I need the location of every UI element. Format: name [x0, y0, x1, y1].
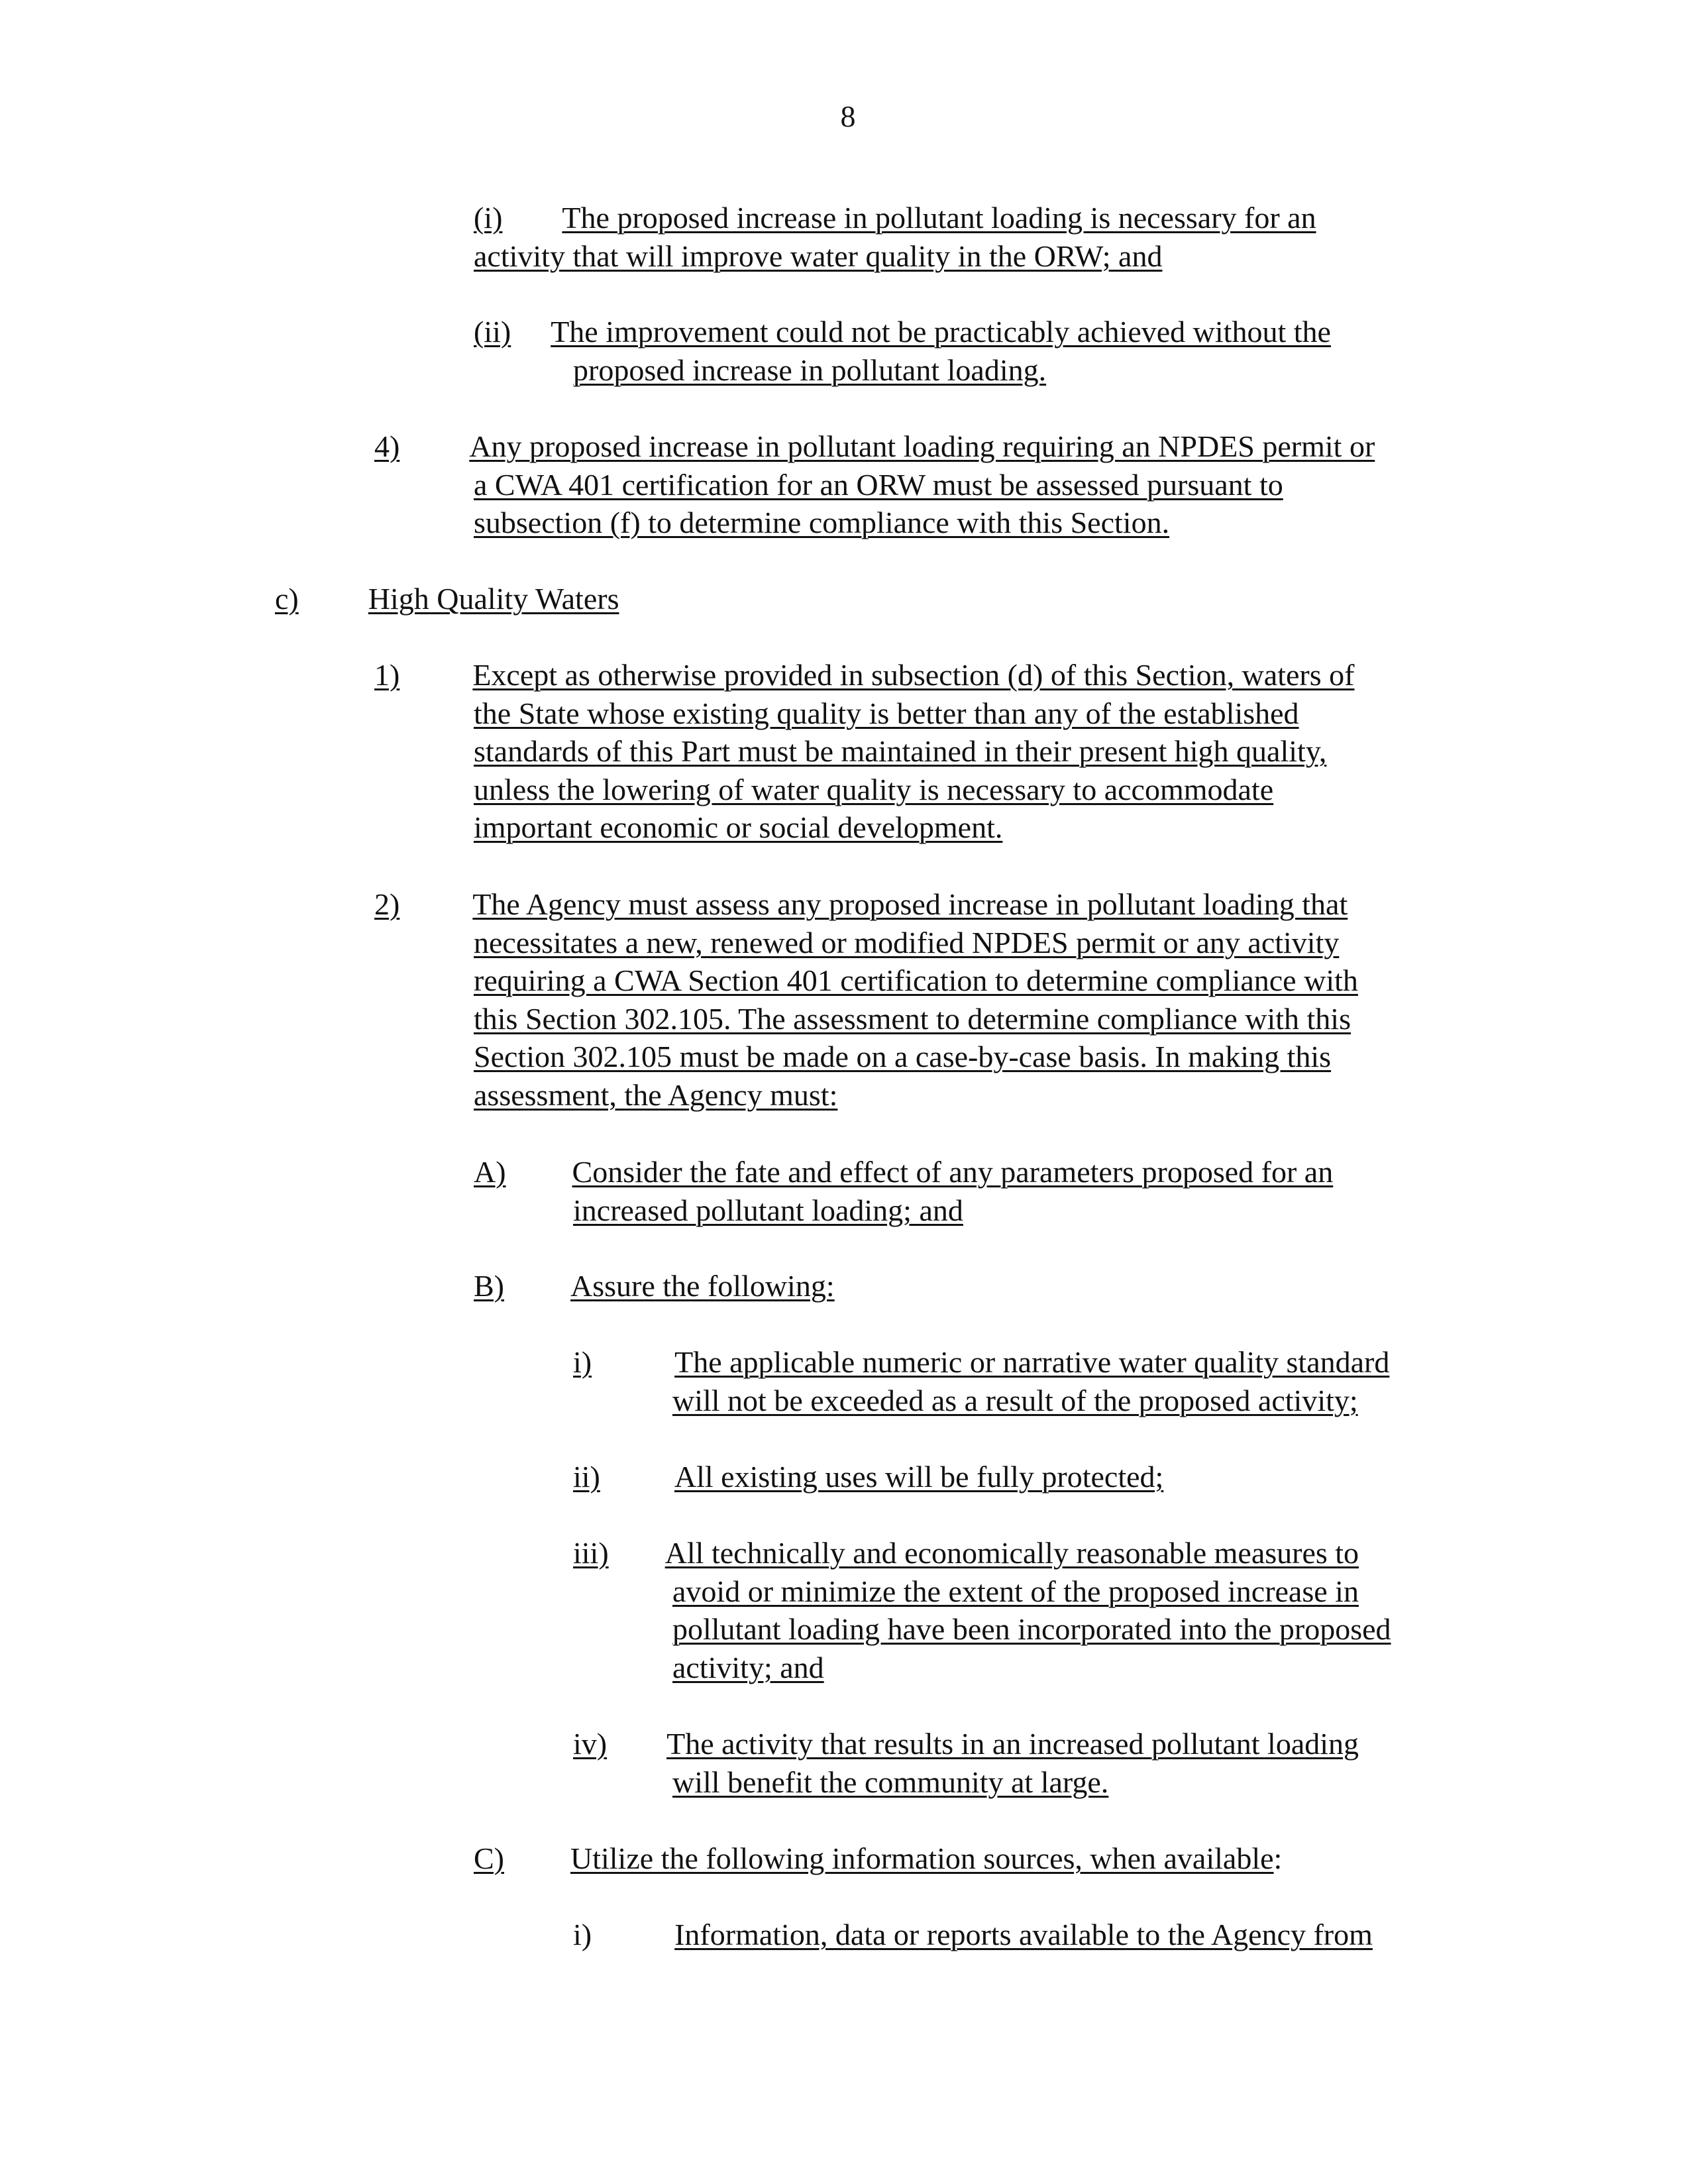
paragraph-line: The improvement could not be practicably achieved without the [551, 315, 1331, 349]
paragraph-line: requiring a CWA Section 401 certification to determine compliance with [474, 963, 1358, 997]
paragraph-line: important economic or social development. [474, 810, 1003, 844]
paragraph-marker: c) [275, 582, 299, 616]
paragraph-line: activity; and [672, 1650, 824, 1684]
paragraph-line: The activity that results in an increased pollutant loading [666, 1727, 1359, 1761]
paragraph-line: The applicable numeric or narrative water quality standard [674, 1345, 1390, 1379]
paragraph-line: Section 302.105 must be made on a case-by-case basis. In making this [474, 1040, 1332, 1073]
paragraph-line: standards of this Part must be maintained in their present high quality, [474, 734, 1327, 768]
paragraph-marker: ii) [573, 1460, 600, 1494]
paragraph-line: will benefit the community at large. [672, 1765, 1109, 1799]
paragraph-line: a CWA 401 certification for an ORW must be assessed pursuant to [474, 467, 1283, 502]
paragraph-marker: iv) [573, 1727, 608, 1761]
paragraph-line: will not be exceeded as a result of the proposed activity; [672, 1383, 1358, 1417]
paragraph-line: All existing uses will be fully protected; [674, 1460, 1164, 1494]
paragraph-C-i [573, 1916, 1373, 1954]
paragraph-line: Utilize the following information sources, when available [570, 1841, 1274, 1875]
paragraph-line: increased pollutant loading; and [573, 1193, 963, 1227]
paragraph-line: subsection (f) to determine compliance with this Section. [474, 506, 1170, 539]
paragraph-marker: (i) [474, 201, 503, 235]
paragraph-ii [474, 313, 1331, 389]
paragraph-B [474, 1267, 835, 1305]
paragraph-line: pollutant loading have been incorporated into the proposed [672, 1612, 1391, 1646]
paragraph-marker: 1) [374, 658, 400, 692]
paragraph-marker: B) [474, 1269, 504, 1303]
paragraph-line: assessment, the Agency must: [474, 1077, 838, 1112]
paragraph-marker: iii) [573, 1536, 609, 1570]
paragraph-marker: 2) [374, 887, 400, 921]
paragraph-A [474, 1153, 1333, 1229]
paragraph-line: Consider the fate and effect of any parameters proposed for an [572, 1155, 1334, 1189]
paragraph-B-iii [573, 1534, 1391, 1686]
paragraph-B-i [573, 1343, 1389, 1419]
paragraph-1 [374, 656, 1354, 847]
paragraph-marker: C) [474, 1841, 504, 1875]
paragraph-line: unless the lowering of water quality is necessary to accommodate [474, 772, 1274, 806]
paragraph-4 [374, 427, 1375, 542]
paragraph-marker: A) [474, 1155, 506, 1189]
paragraph-marker: (ii) [474, 315, 511, 349]
paragraph-i [474, 199, 1316, 275]
paragraph-trailing-punctuation: : [1273, 1841, 1283, 1875]
section-heading-c [275, 580, 619, 618]
paragraph-line: this Section 302.105. The assessment to determine compliance with this [474, 1001, 1351, 1036]
paragraph-marker: i) [573, 1345, 592, 1379]
paragraph-line: All technically and economically reasonable measures to [664, 1536, 1359, 1570]
paragraph-line: Any proposed increase in pollutant loading requiring an NPDES permit or [469, 429, 1375, 463]
paragraph-line: Except as otherwise provided in subsection (d) of this Section, waters of [472, 658, 1355, 692]
paragraph-line: the State whose existing quality is better than any of the established [474, 696, 1299, 730]
paragraph-B-iv [573, 1725, 1359, 1801]
paragraph-line: proposed increase in pollutant loading. [573, 353, 1047, 387]
paragraph-line: The proposed increase in pollutant loading is necessary for an [562, 201, 1316, 235]
paragraph-line: necessitates a new, renewed or modified NPDES permit or any activity [474, 925, 1340, 959]
section-title: High Quality Waters [368, 582, 619, 616]
page-number: 8 [840, 99, 856, 133]
paragraph-line: activity that will improve water quality in the ORW; and [474, 239, 1163, 273]
paragraph-2 [374, 885, 1358, 1114]
paragraph-line: avoid or minimize the extent of the proposed increase in [672, 1574, 1359, 1608]
paragraph-line: Assure the following: [570, 1269, 835, 1303]
paragraph-line: The Agency must assess any proposed increase in pollutant loading that [472, 887, 1348, 921]
paragraph-marker: i) [573, 1918, 592, 1951]
paragraph-C [474, 1839, 1282, 1878]
paragraph-marker: 4) [374, 429, 400, 463]
paragraph-B-ii [573, 1458, 1163, 1496]
paragraph-line: Information, data or reports available to the Agency from [674, 1918, 1373, 1951]
